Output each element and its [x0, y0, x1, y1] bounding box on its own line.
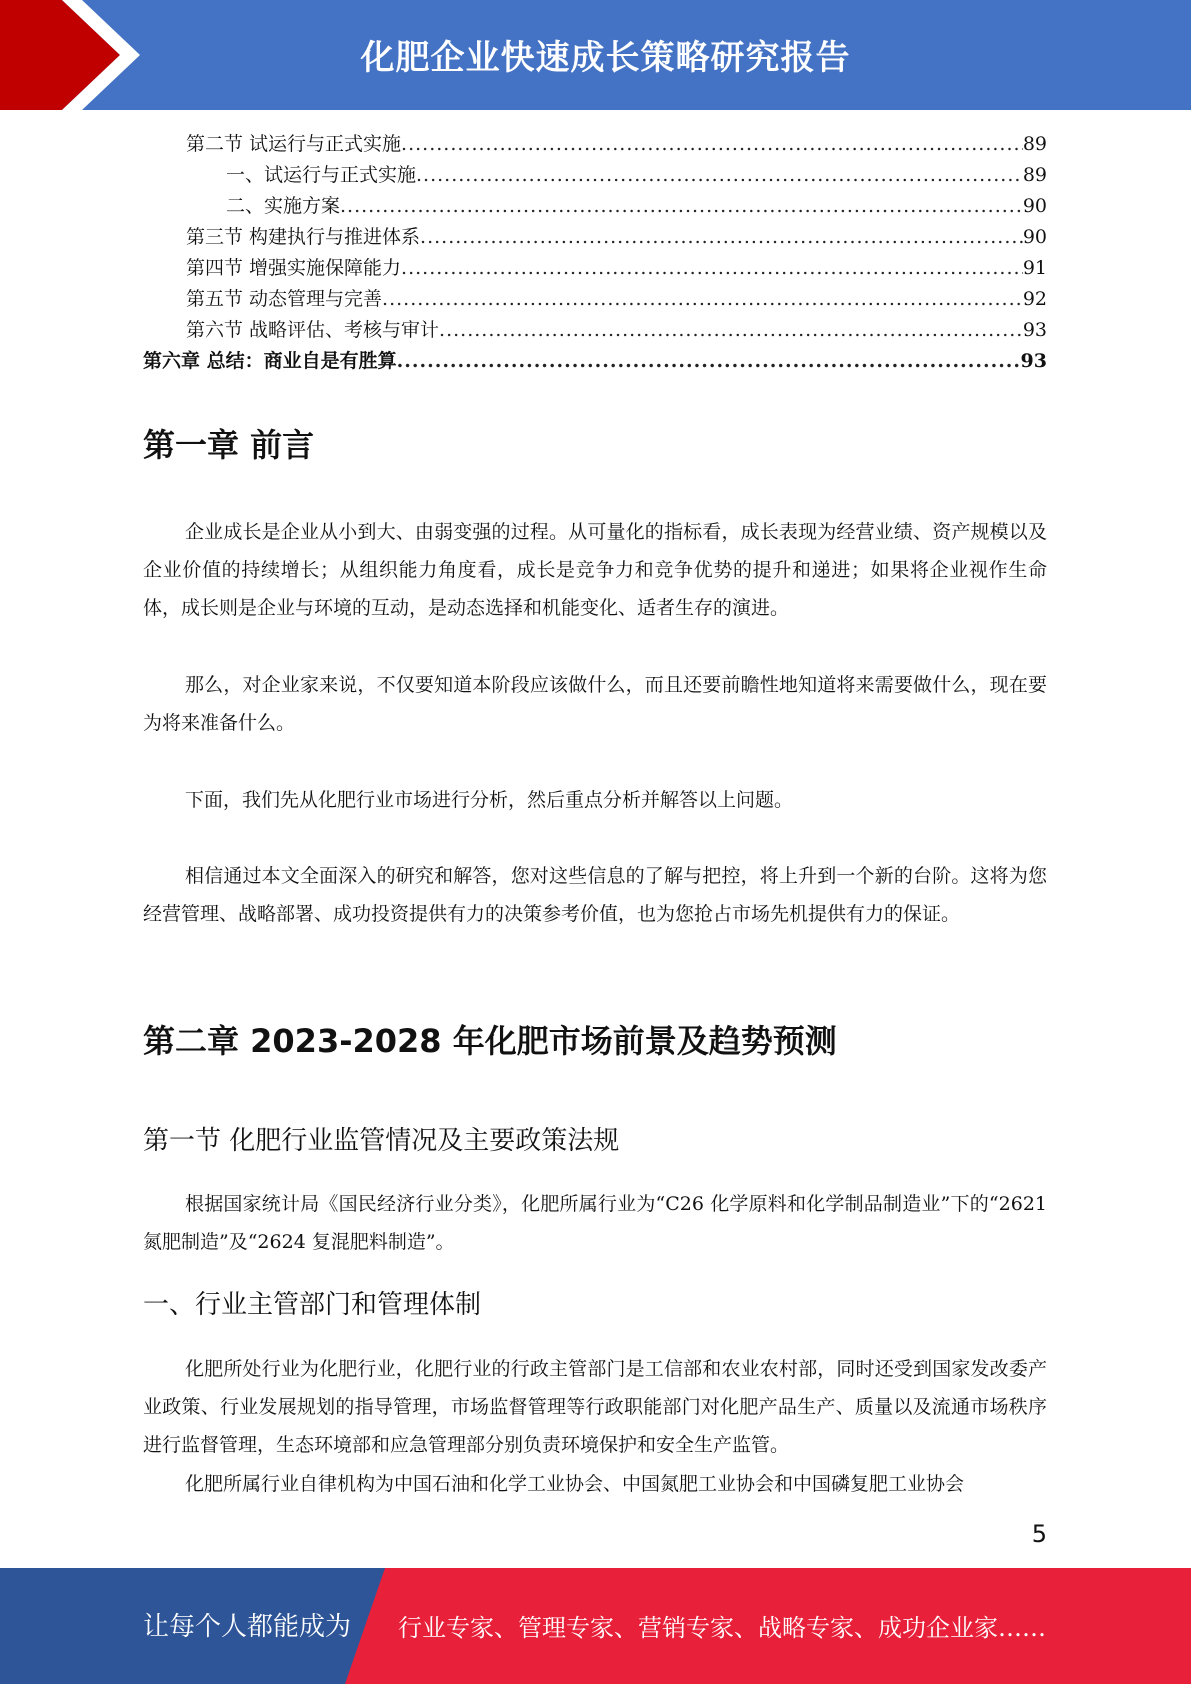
toc-entry-label: 第三节 构建执行与推进体系 — [186, 226, 421, 248]
toc-leader-dots — [416, 160, 1023, 191]
body-paragraph: 根据国家统计局《国民经济行业分类》，化肥所属行业为“C26 化学原料和化学制品制造业”下的“2621 氮肥制造”及“2624 复混肥料制造”。 — [143, 1193, 1047, 1253]
toc-entry[interactable] — [143, 191, 1047, 222]
toc-entry-page: 93 — [1020, 350, 1047, 372]
toc-leader-dots — [401, 253, 1023, 284]
body-paragraph: 相信通过本文全面深入的研究和解答，您对这些信息的了解与把控，将上升到一个新的台阶。这将为您经营管理、战略部署、成功投资提供有力的决策参考价值，也为您抢占市场先机提供有力的保证。 — [143, 865, 1047, 925]
body-paragraph: 化肥所属行业自律机构为中国石油和化学工业协会、中国氮肥工业协会和中国磷复肥工业协会 — [185, 1473, 965, 1495]
toc-entry-label: 第六节 战略评估、考核与审计 — [186, 319, 440, 341]
toc-leader-dots — [420, 222, 1023, 253]
chapter-1-heading: 第一章 前言 — [143, 426, 315, 464]
page-footer — [0, 1568, 1191, 1684]
toc-entry-label: 第四节 增强实施保障能力 — [186, 257, 402, 279]
toc-leader-dots — [340, 191, 1023, 222]
toc-leader-dots — [397, 346, 1021, 377]
toc-entry-page: 92 — [1022, 288, 1047, 310]
toc-entry[interactable] — [143, 222, 1047, 253]
body-paragraph: 那么，对企业家来说，不仅要知道本阶段应该做什么，而且还要前瞻性地知道将来需要做什么，现在要为将来准备什么。 — [143, 674, 1047, 734]
toc-entry[interactable] — [143, 160, 1047, 191]
toc-entry-page: 90 — [1022, 226, 1047, 248]
toc-leader-dots — [401, 129, 1023, 160]
chapter-2-heading: 第二章 2023-2028 年化肥市场前景及趋势预测 — [143, 1022, 837, 1060]
toc-entry-page: 93 — [1022, 319, 1047, 341]
body-paragraph: 化肥所处行业为化肥行业，化肥行业的行政主管部门是工信部和农业农村部，同时还受到国家发改委产业政策、行业发展规划的指导管理，市场监督管理等行政职能部门对化肥产品生产、质量以及流通市场秩序进行监督管理，生态环境部和应急管理部分别负责环境保护和安全生产监管。 — [143, 1358, 1047, 1456]
toc-entry-page: 91 — [1022, 257, 1047, 279]
toc-entry-label: 第六章 总结：商业自是有胜算 — [143, 350, 397, 372]
toc-entry-page: 89 — [1022, 133, 1047, 155]
toc-entry-label: 一、试运行与正式实施 — [226, 164, 417, 186]
toc-entry-label: 二、实施方案 — [226, 195, 341, 217]
page-header — [0, 0, 1191, 110]
toc-entry-page: 90 — [1022, 195, 1047, 217]
toc-entry-label: 第二节 试运行与正式实施 — [186, 133, 402, 155]
toc-entry-label: 第五节 动态管理与完善 — [186, 288, 383, 310]
page-number: 5 — [1031, 1520, 1047, 1548]
toc-chapter-entry[interactable] — [143, 346, 1047, 377]
table-of-contents — [143, 129, 1047, 377]
toc-leader-dots — [439, 315, 1023, 346]
subsection-heading: 一、行业主管部门和管理体制 — [143, 1290, 482, 1320]
toc-entry-page: 89 — [1022, 164, 1047, 186]
toc-leader-dots — [382, 284, 1023, 315]
section-heading: 第一节 化肥行业监管情况及主要政策法规 — [143, 1126, 620, 1156]
footer-slogan-left: 让每个人都能成为 — [143, 1612, 352, 1642]
body-paragraph: 企业成长是企业从小到大、由弱变强的过程。从可量化的指标看，成长表现为经营业绩、资产规模以及企业价值的持续增长；从组织能力角度看，成长是竞争力和竞争优势的提升和递进；如果将企业视作生命体，成长则是企业与环境的互动，是动态选择和机能变化、适者生存的演进。 — [143, 521, 1047, 619]
report-title: 化肥企业快速成长策略研究报告 — [360, 38, 851, 78]
toc-entry[interactable] — [143, 253, 1047, 284]
footer-slogan-right: 行业专家、管理专家、营销专家、战略专家、成功企业家…… — [398, 1614, 1046, 1642]
toc-entry[interactable] — [143, 315, 1047, 346]
toc-entry[interactable] — [143, 129, 1047, 160]
body-paragraph: 下面，我们先从化肥行业市场进行分析，然后重点分析并解答以上问题。 — [185, 789, 794, 811]
toc-entry[interactable] — [143, 284, 1047, 315]
